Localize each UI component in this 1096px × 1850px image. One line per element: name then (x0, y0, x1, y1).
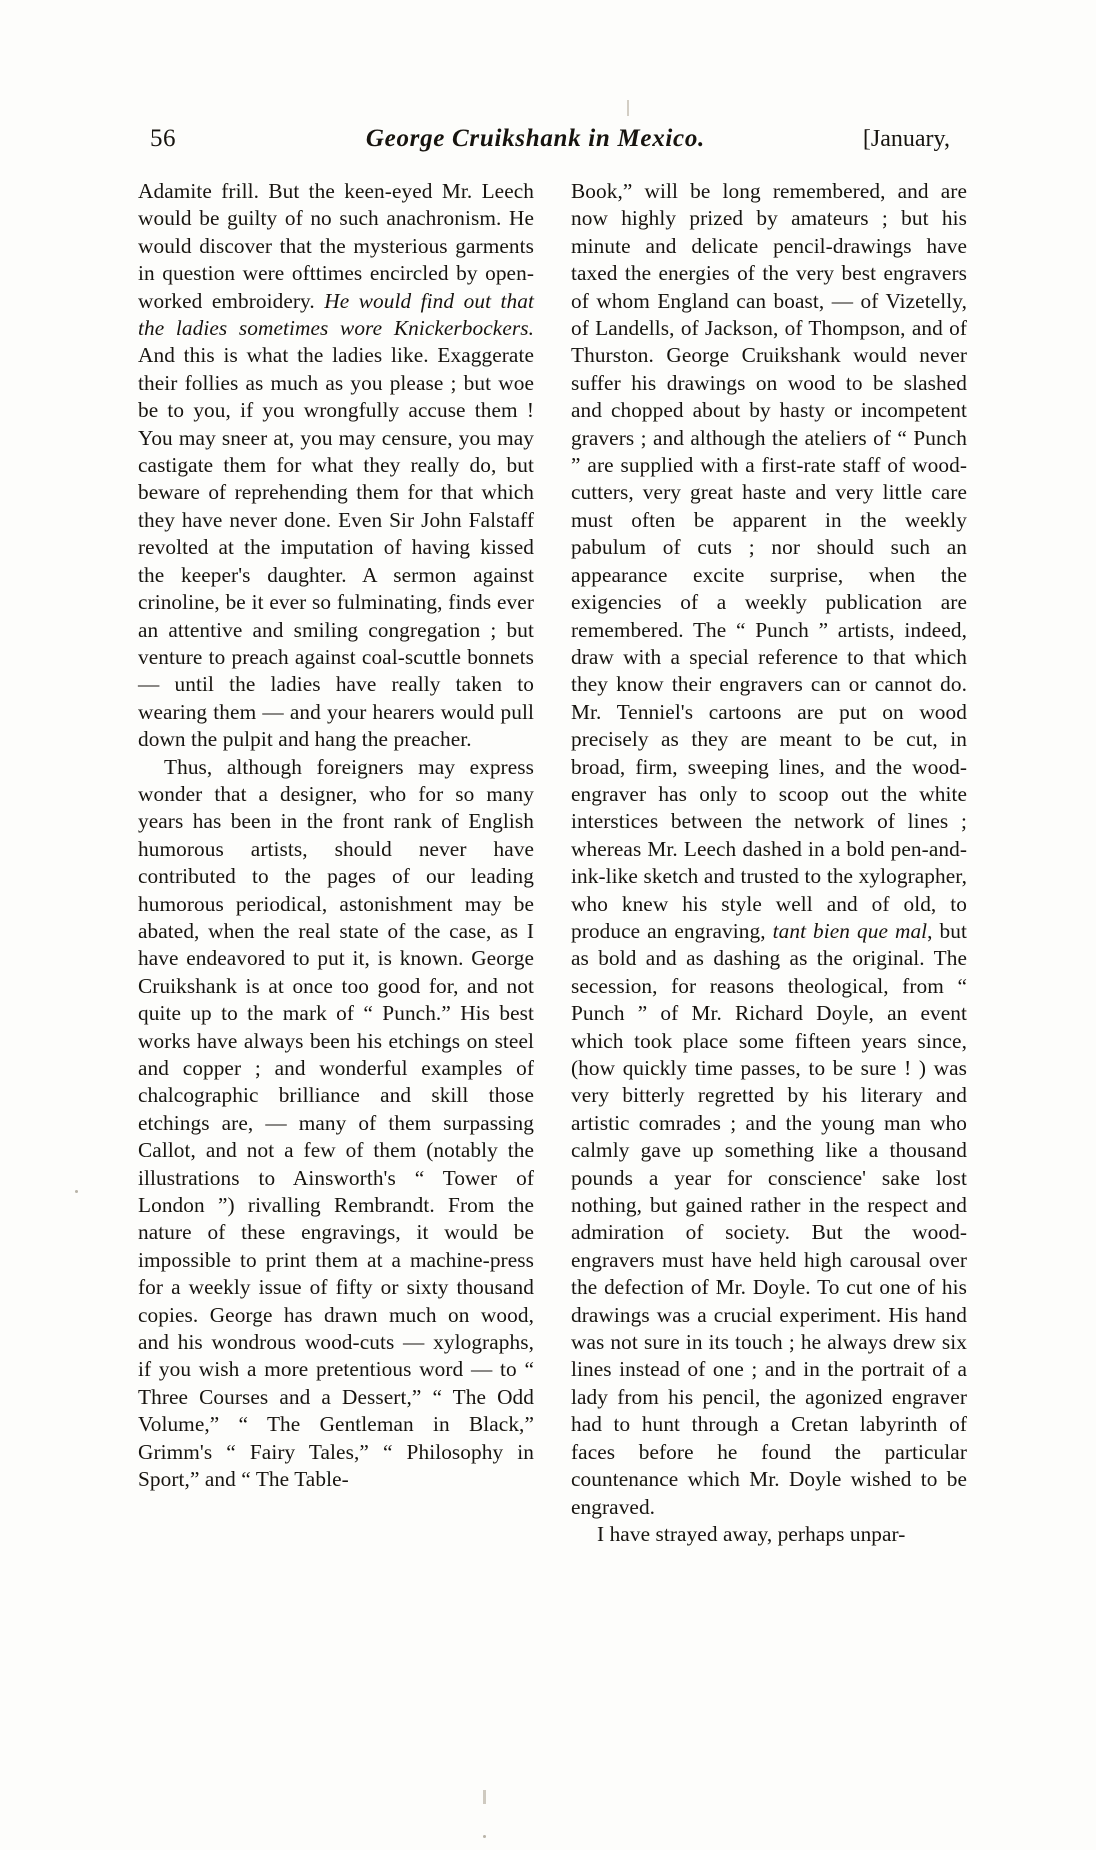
page-number: 56 (150, 125, 176, 152)
body-columns (138, 178, 968, 1548)
top-register-mark (627, 100, 629, 116)
italic-run: tant bien que mal (772, 918, 928, 943)
text-run: Book,” will be long remembered, and are now highly prized by amateurs ; but his minute and delicate pencil-drawings have taxed the energies of the very best engravers of whom England can boast, — of Vizetelly, of Landells, of Jackson, of Thompson, and of Thurston. George Cruikshank would never suffer his drawings on wood to be slashed and chopped about by hasty or incompetent gravers ; and although the ateliers of “ Punch ” are supplied with a first-rate staff of wood-cutters, very great haste and very little care must often be apparent in the weekly pabulum of cuts ; nor should such an appearance excite surprise, when the exigencies of a weekly publication are remembered. The “ Punch ” artists, indeed, draw with a special reference to that which they know their engravers can or cannot do. Mr. Tenniel's cartoons are put on wood precisely as they are meant to be cut, in broad, firm, sweeping lines, and the wood-engraver has only to scoop out the white interstices between the network of lines ; whereas Mr. Leech dashed in a bold pen-and-ink-like sketch and trusted to the xylographer, who knew his style well and of old, to produce an engraving, (571, 179, 967, 943)
issue-label: [January, (862, 126, 950, 152)
paragraph (571, 1521, 967, 1548)
text-run: , but as bold and as dashing as the original. The secession, for reasons theological, from “ Punch ” of Mr. Richard Doyle, an event which took place some fifteen years since, (how quickly time passes, to be sure ! ) was very bitterly regretted by his literary and artistic comrades ; and the young man who calmly gave up something like a thousand pounds a year for conscience' sake lost nothing, but gained rather in the respect and admiration of society. But the wood-engravers must have held high carousal over the defection of Mr. Doyle. To cut one of his drawings was a crucial experiment. His hand was not sure in its touch ; he always drew six lines instead of one ; and in the portrait of a lady from his pencil, the agonized engraver had to hunt through a Cretan labyrinth of faces before he found the particular countenance which Mr. Doyle wished to be engraved. (571, 918, 968, 1519)
bottom-register-mark (483, 1790, 486, 1804)
page-header (150, 125, 950, 165)
margin-speck-left (75, 1190, 78, 1193)
text-run: Thus, although foreigners may express wonder that a designer, who for so many years has been in the front rank of English humorous artists, should never have contributed to the pages of our leading humorous periodical, astonishment may be abated, when the real state of the case, as I have endeavored to put it, is known. George Cruikshank is at once too good for, and not quite up to the mark of “ Punch.” His best works have always been his etchings on steel and copper ; and wonderful examples of chalcographic brilliance and skill those etchings are, — many of them surpassing Callot, and not a few of them (notably the illustrations to Ainsworth's “ Tower of London ”) rivalling Rembrandt. From the nature of these engravings, it would be impossible to print them at a machine-press for a weekly issue of fifty or sixty thousand copies. George has drawn much on wood, and his wondrous wood-cuts — xylographs, if you wish a more pretentious word — to “ Three Courses and a Dessert,” “ The Odd Volume,” “ The Gentleman in Black,” Grimm's “ Fairy Tales,” “ Philosophy in Sport,” and “ The Table- (138, 754, 534, 1492)
margin-speck-bottom (483, 1835, 486, 1838)
column-left (138, 178, 534, 1548)
paragraph (138, 178, 534, 754)
text-run: Adamite frill. But the keen-eyed Mr. Leech would be guilty of no such anachronism. He would discover that the mysterious garments in question were ofttimes encircled by open-worked embroidery. (138, 179, 534, 313)
running-title: George Cruikshank in Mexico. (365, 125, 705, 152)
paragraph (571, 178, 967, 1521)
italic-run: He would find out that the ladies sometimes wore Knickerbockers. (138, 288, 534, 341)
text-run: And this is what the ladies like. Exaggerate their follies as much as you please ; but woe be to you, if you wrongfully accuse them ! You may sneer at, you may censure, you may castigate them for what they really do, but beware of reprehending them for that which they have never done. Even Sir John Falstaff revolted at the imputation of having kissed the keeper's daughter. A sermon against crinoline, be it ever so fulminating, finds ever an attentive and smiling congregation ; but venture to preach against coal-scuttle bonnets — until the ladies have really taken to wearing them — and your hearers would pull down the pulpit and hang the preacher. (138, 343, 534, 752)
column-right (571, 178, 967, 1548)
text-run: I have strayed away, perhaps unpar- (597, 1521, 906, 1546)
paragraph (138, 754, 534, 1494)
